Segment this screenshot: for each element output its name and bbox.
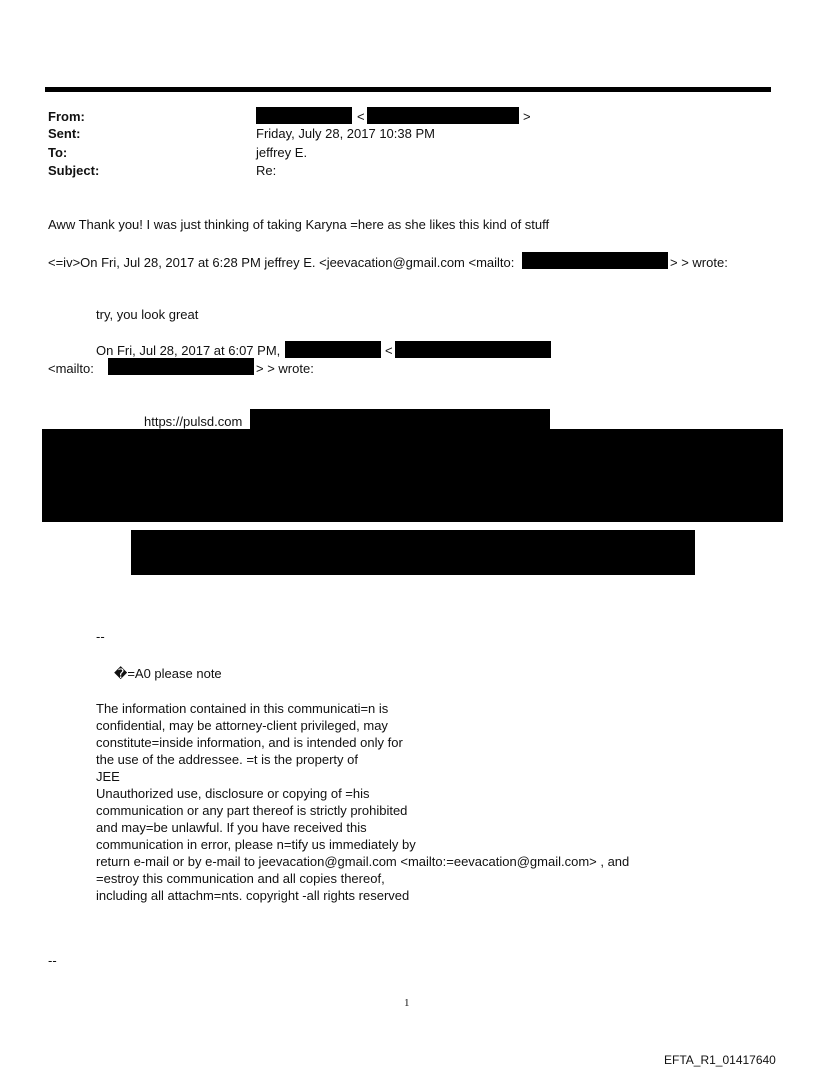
disclaimer-line: communication or any part thereof is strictly prohibited	[96, 803, 408, 818]
redaction-from-name	[256, 107, 352, 124]
disclaimer-line: =estroy this communication and all copies thereof,	[96, 871, 385, 886]
header-rule	[45, 87, 771, 92]
from-lt: <	[357, 109, 365, 124]
to-label: To:	[48, 145, 68, 160]
subject-label: Subject:	[48, 163, 100, 178]
from-gt: >	[523, 109, 531, 124]
document-id: EFTA_R1_01417640	[664, 1053, 776, 1067]
disclaimer-line: the use of the addressee. =t is the property of	[96, 752, 358, 767]
pulsd-link[interactable]: https://pulsd.com	[144, 414, 243, 429]
page-number: 1	[404, 997, 410, 1009]
disclaimer-line: constitute=inside information, and is intended only for	[96, 735, 403, 750]
disclaimer	[96, 700, 629, 904]
quote2-suffix: > > wrote:	[256, 361, 314, 376]
please-note: �=A0 please note	[114, 666, 222, 681]
body-line-1: Aww Thank you! I was just thinking of taking Karyna =here as she likes this kind of stuff	[48, 217, 550, 232]
disclaimer-line: communication in error, please n=tify us immediately by	[96, 837, 416, 852]
redaction-link-tail	[250, 409, 550, 431]
redaction-block-medium	[131, 530, 695, 575]
sent-value: Friday, July 28, 2017 10:38 PM	[256, 126, 435, 141]
redaction-block-large	[42, 429, 783, 522]
quote2-lt: <	[385, 343, 393, 358]
redaction-quote2-email	[395, 341, 551, 358]
signature-dashes: --	[96, 629, 105, 644]
redaction-quote1-email	[522, 252, 668, 269]
sent-label: Sent:	[48, 126, 81, 141]
disclaimer-line: and may=be unlawful. If you have received this	[96, 820, 367, 835]
subject-value: Re:	[256, 163, 277, 178]
from-label: From:	[48, 109, 85, 124]
disclaimer-line: confidential, may be attorney-client privileged, may	[96, 718, 388, 733]
to-value: jeffrey E.	[256, 145, 308, 160]
disclaimer-line: Unauthorized use, disclosure or copying of =his	[96, 786, 370, 801]
quote2-prefix: On Fri, Jul 28, 2017 at 6:07 PM,	[96, 343, 281, 358]
redaction-from-email	[367, 107, 519, 124]
quote1-prefix: <=iv>On Fri, Jul 28, 2017 at 6:28 PM jeffrey E. <jeevacation@gmail.com <mailto:	[48, 255, 515, 270]
trailing-dashes: --	[48, 953, 57, 968]
disclaimer-line: return e-mail or by e-mail to jeevacation@gmail.com <mailto:=eevacation@gmail.com> , and	[96, 854, 630, 869]
redaction-quote2-name	[285, 341, 381, 358]
quote1-suffix: > > wrote:	[670, 255, 728, 270]
quote2-mailto: <mailto:	[48, 361, 94, 376]
disclaimer-line: JEE	[96, 769, 120, 784]
disclaimer-line: The information contained in this communicati=n is	[96, 701, 389, 716]
redaction-quote2-mailto	[108, 358, 254, 375]
reply-text: try, you look great	[96, 307, 199, 322]
disclaimer-line: including all attachm=nts. copyright -all rights reserved	[96, 888, 410, 903]
